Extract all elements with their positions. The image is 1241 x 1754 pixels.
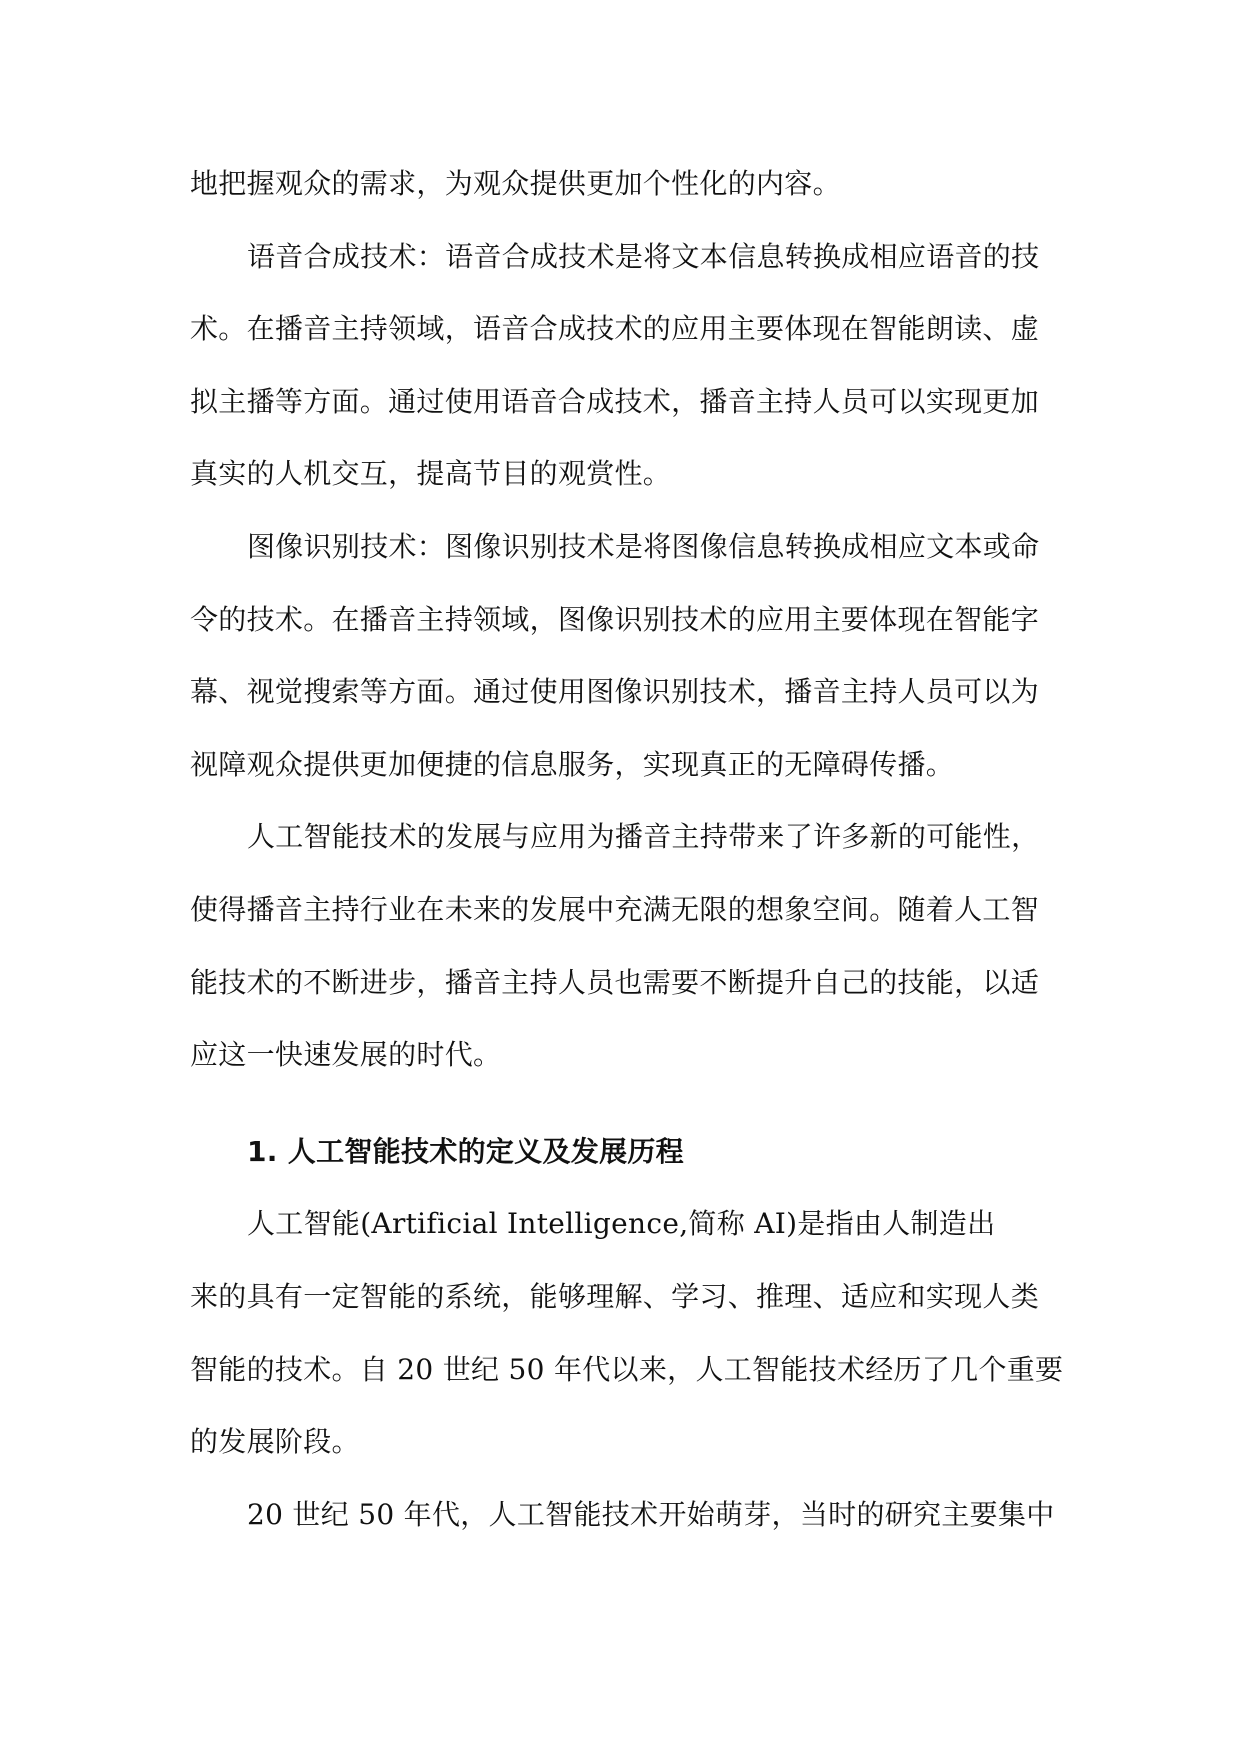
paragraph-speech-synthesis [190, 221, 1052, 511]
text-line: 地把握观众的需求，为观众提供更加个性化的内容。 [190, 167, 841, 200]
text-line: 能技术的不断进步，播音主持人员也需要不断提升自己的技能，以适 [190, 965, 1040, 999]
text-line: 语音合成技术：语音合成技术是将文本信息转换成相应语音的技 [247, 239, 1040, 273]
text-line: 术。在播音主持领域，语音合成技术的应用主要体现在智能朗读、虚 [190, 312, 1040, 346]
paragraph-ai-definition [190, 1188, 1064, 1478]
document-body [190, 148, 1064, 1551]
text-line: 应这一快速发展的时代。 [190, 1038, 502, 1072]
paragraph-ai-development [190, 801, 1052, 1091]
text-line: 视障观众提供更加便捷的信息服务，实现真正的无障碍传播。 [190, 747, 955, 781]
paragraph-image-recognition [190, 511, 1052, 801]
text-line: 使得播音主持行业在未来的发展中充满无限的想象空间。随着人工智 [190, 892, 1040, 926]
text-line: 图像识别技术：图像识别技术是将图像信息转换成相应文本或命 [247, 529, 1040, 563]
text-line: 智能的技术。自 20 世纪 50 年代以来，人工智能技术经历了几个重要 [190, 1352, 1064, 1386]
paragraph-continuation [190, 148, 1052, 221]
text-line: 幕、视觉搜索等方面。通过使用图像识别技术，播音主持人员可以为 [190, 675, 1040, 709]
text-line: 来的具有一定智能的系统，能够理解、学习、推理、适应和实现人类 [190, 1279, 1040, 1313]
text-line: 20 世纪 50 年代，人工智能技术开始萌芽，当时的研究主要集中 [247, 1497, 1055, 1531]
text-line: 令的技术。在播音主持领域，图像识别技术的应用主要体现在智能字 [190, 602, 1040, 636]
text-line: 的发展阶段。 [190, 1425, 360, 1459]
text-line: 人工智能(Artificial Intelligence,简称 AI)是指由人制造出 [247, 1207, 996, 1241]
paragraph-1950s [190, 1479, 1055, 1552]
text-line: 真实的人机交互，提高节目的观赏性。 [190, 457, 672, 491]
section-heading: 1. 人工智能技术的定义及发展历程 [247, 1134, 684, 1168]
text-line: 拟主播等方面。通过使用语音合成技术，播音主持人员可以实现更加 [190, 384, 1040, 418]
text-line: 人工智能技术的发展与应用为播音主持带来了许多新的可能性， [247, 820, 1040, 854]
